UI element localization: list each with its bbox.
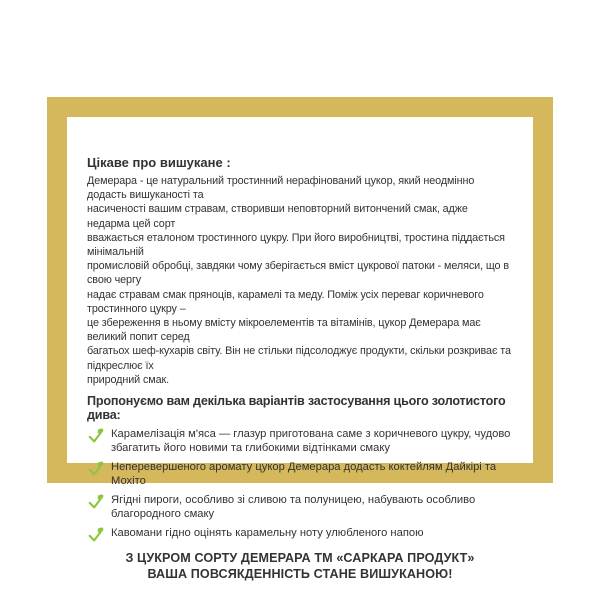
paragraph-line: природний смак. bbox=[87, 373, 170, 386]
use-text bbox=[111, 460, 513, 488]
list-item bbox=[87, 460, 513, 488]
leaf-check-icon bbox=[87, 526, 105, 544]
leaf-check-icon bbox=[87, 493, 105, 511]
list-item bbox=[87, 526, 513, 544]
paragraph-line: промисловій обробці, завдяки чому зберігається вміст цукрової патоки - меляси, що в свою чергу bbox=[87, 260, 509, 287]
description-paragraph bbox=[87, 174, 513, 387]
use-text bbox=[111, 493, 475, 521]
list-item bbox=[87, 427, 513, 455]
uses-subheading: Пропонуємо вам декілька варіантів застосування цього золотистого дива: bbox=[87, 394, 506, 423]
card-heading: Цікаве про вишукане : bbox=[87, 155, 231, 170]
use-line: Кавомани гідно оцінять карамельну ноту улюбленого напою bbox=[111, 527, 424, 540]
info-card bbox=[47, 97, 553, 582]
paragraph-line: насиченості вашим стравам, створивши неповторний витончений смак, адже недарма цей сорт bbox=[87, 203, 468, 230]
use-line: благородного смаку bbox=[111, 508, 215, 521]
paragraph-line: надає стравам смак пряноців, карамелі та меду. Поміж усіх переваг коричневого тростинного цукру – bbox=[87, 288, 484, 315]
info-card-inner bbox=[67, 117, 533, 582]
list-item bbox=[87, 493, 513, 521]
paragraph-line: багатьох шеф-кухарів світу. Він не стільки підсолоджує продукти, скільки розкриває та підкреслює їх bbox=[87, 345, 511, 372]
paragraph-line: Демерара - це натуральний тростинний нерафінований цукор, який неодмінно додасть вишуканості та bbox=[87, 175, 475, 202]
use-line: збагатить його новими та глибокими відтінками смаку bbox=[111, 442, 390, 455]
use-line: Карамелізація м'яса — глазур приготована саме з коричневого цукру, чудово bbox=[111, 428, 511, 441]
paragraph-line: це збереження в ньому вмісту мікроелементів та вітамінів, цукор Демерара має великий попит серед bbox=[87, 317, 481, 344]
leaf-check-icon bbox=[87, 460, 105, 478]
use-line: Неперевершеного аромату цукор Демерара додасть коктейлям Дайкірі та Мохіто bbox=[111, 461, 497, 488]
use-text bbox=[111, 427, 510, 455]
use-line: Ягідні пироги, особливо зі сливою та полуницею, набувають особливо bbox=[111, 494, 476, 507]
slogan bbox=[87, 550, 513, 582]
paragraph-line: вважається еталоном тростинного цукру. При його виробництві, тростина піддається мінімальній bbox=[87, 231, 505, 259]
use-text bbox=[111, 526, 424, 540]
slogan-line: З ЦУКРОМ СОРТУ ДЕМЕРАРА ТМ «САРКАРА ПРОДУКТ» bbox=[125, 551, 475, 566]
leaf-check-icon bbox=[87, 427, 105, 445]
slogan-line: ВАША ПОВСЯКДЕННІСТЬ СТАНЕ ВИШУКАНОЮ! bbox=[147, 567, 453, 582]
uses-list bbox=[87, 427, 513, 544]
